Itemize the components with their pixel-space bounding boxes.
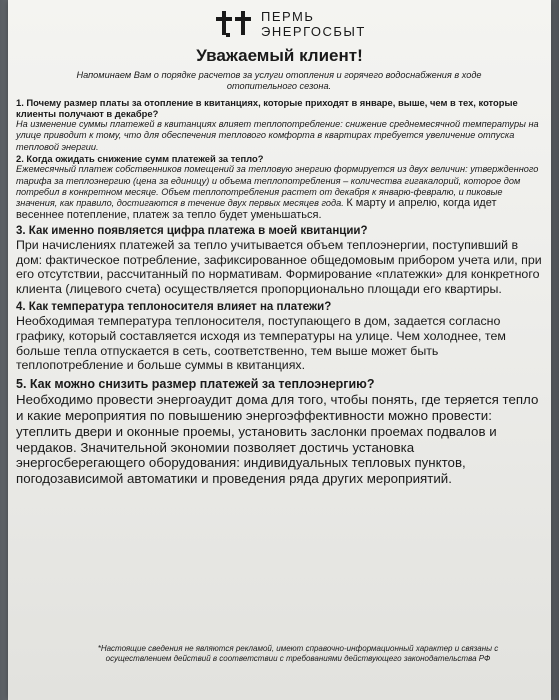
section-1-answer: На изменение суммы платежей в квитанциях влияет теплопотребление: снижение среднемесячной температуры на улице приводит к тому, что для обеспечения теплового комфорта в квартирах требуется увеличение отпуска тепловой энергии. <box>16 119 539 152</box>
leaflet-body <box>16 70 542 487</box>
intro-text: Напоминаем Вам о порядке расчетов за услуги отопления и горячего водоснабжения в ходе отопительного сезона. <box>76 70 482 92</box>
section-2-answer-tail: К марту и апрелю, когда идет весеннее потепление, платеж за тепло будет уменьшаться. <box>16 197 497 221</box>
section-5-question: 5. Как можно снизить размер платежей за теплоэнергию? <box>16 377 375 392</box>
greeting-title: Уважаемый клиент! <box>196 46 363 65</box>
permenergosbyt-logo-icon <box>213 8 255 40</box>
legal-footnote: *Настоящие сведения не являются рекламой, имеют справочно-информационный характер и связаны с осуществлением действий в соответствии с требованиями действующего законодательства РФ <box>97 644 499 663</box>
section-2-answer <box>16 164 542 220</box>
section-2-answer-main: Ежемесячный платеж собственников помещений за тепловую энергию формируется из двух величин: утвержденного тарифа за теплоэнергию (цена за единицу) и объема теплопотребления – количества гигакалорий, которое дом потребил в конкретном месяце. Объем теплопотребления растет от декабря к январю-февралю, и пиковые значения, как правило, достигаются в течение двух первых месяцев года. <box>16 164 539 209</box>
section-2-question: 2. Когда ожидать снижение сумм платежей за тепло? <box>16 153 264 165</box>
brand-name <box>261 9 366 39</box>
section-4-question: 4. Как температура теплоносителя влияет на платежи? <box>16 301 332 314</box>
section-1-question: 1. Почему размер платы за отопление в квитанциях, которые приходят в январе, выше, чем в тех, которые клиенты получают в декабре? <box>16 96 518 119</box>
section-3-answer: При начислениях платежей за тепло учитывается объем теплоэнергии, поступивший в дом: фактическое потребление, зафиксированное общедомовым прибором учета или, при его отсутствии, рассчитанный по нормативам. Формирование «платежки» для конкретного клиента (лицевого счета) осуществляется пропорционально площади его квартиры. <box>16 237 542 297</box>
section-4-answer: Необходимая температура теплоносителя, поступающего в дом, задается согласно графику, который составляется исходя из температуры на улице. Чем холоднее, тем больше тепла отпускается в сеть, соответственно, тем выше может быть теплопотребление и больше суммы в квитанциях. <box>16 314 506 373</box>
header-logo <box>213 4 413 44</box>
brand-line-1: ПЕРМЬ <box>261 9 315 24</box>
section-5-answer: Необходимо провести энергоаудит дома для того, чтобы понять, где теряется тепло и какие мероприятия по повышению энергоэффективности можно провести: утеплить двери и оконные проемы, установить заслонки проемах подвалов и чердаков. Значительной экономии позволяет достичь установка энергосберегающего оборудования: индивидуальных тепловых пунктов, погодозависимой автоматики и проведения ряда других мероприятий. <box>16 392 539 487</box>
brand-line-2: ЭНЕРГОСБЫТ <box>261 24 366 39</box>
leaflet-sheet <box>8 0 551 700</box>
section-3-question: 3. Как именно появляется цифра платежа в моей квитанции? <box>16 224 368 237</box>
